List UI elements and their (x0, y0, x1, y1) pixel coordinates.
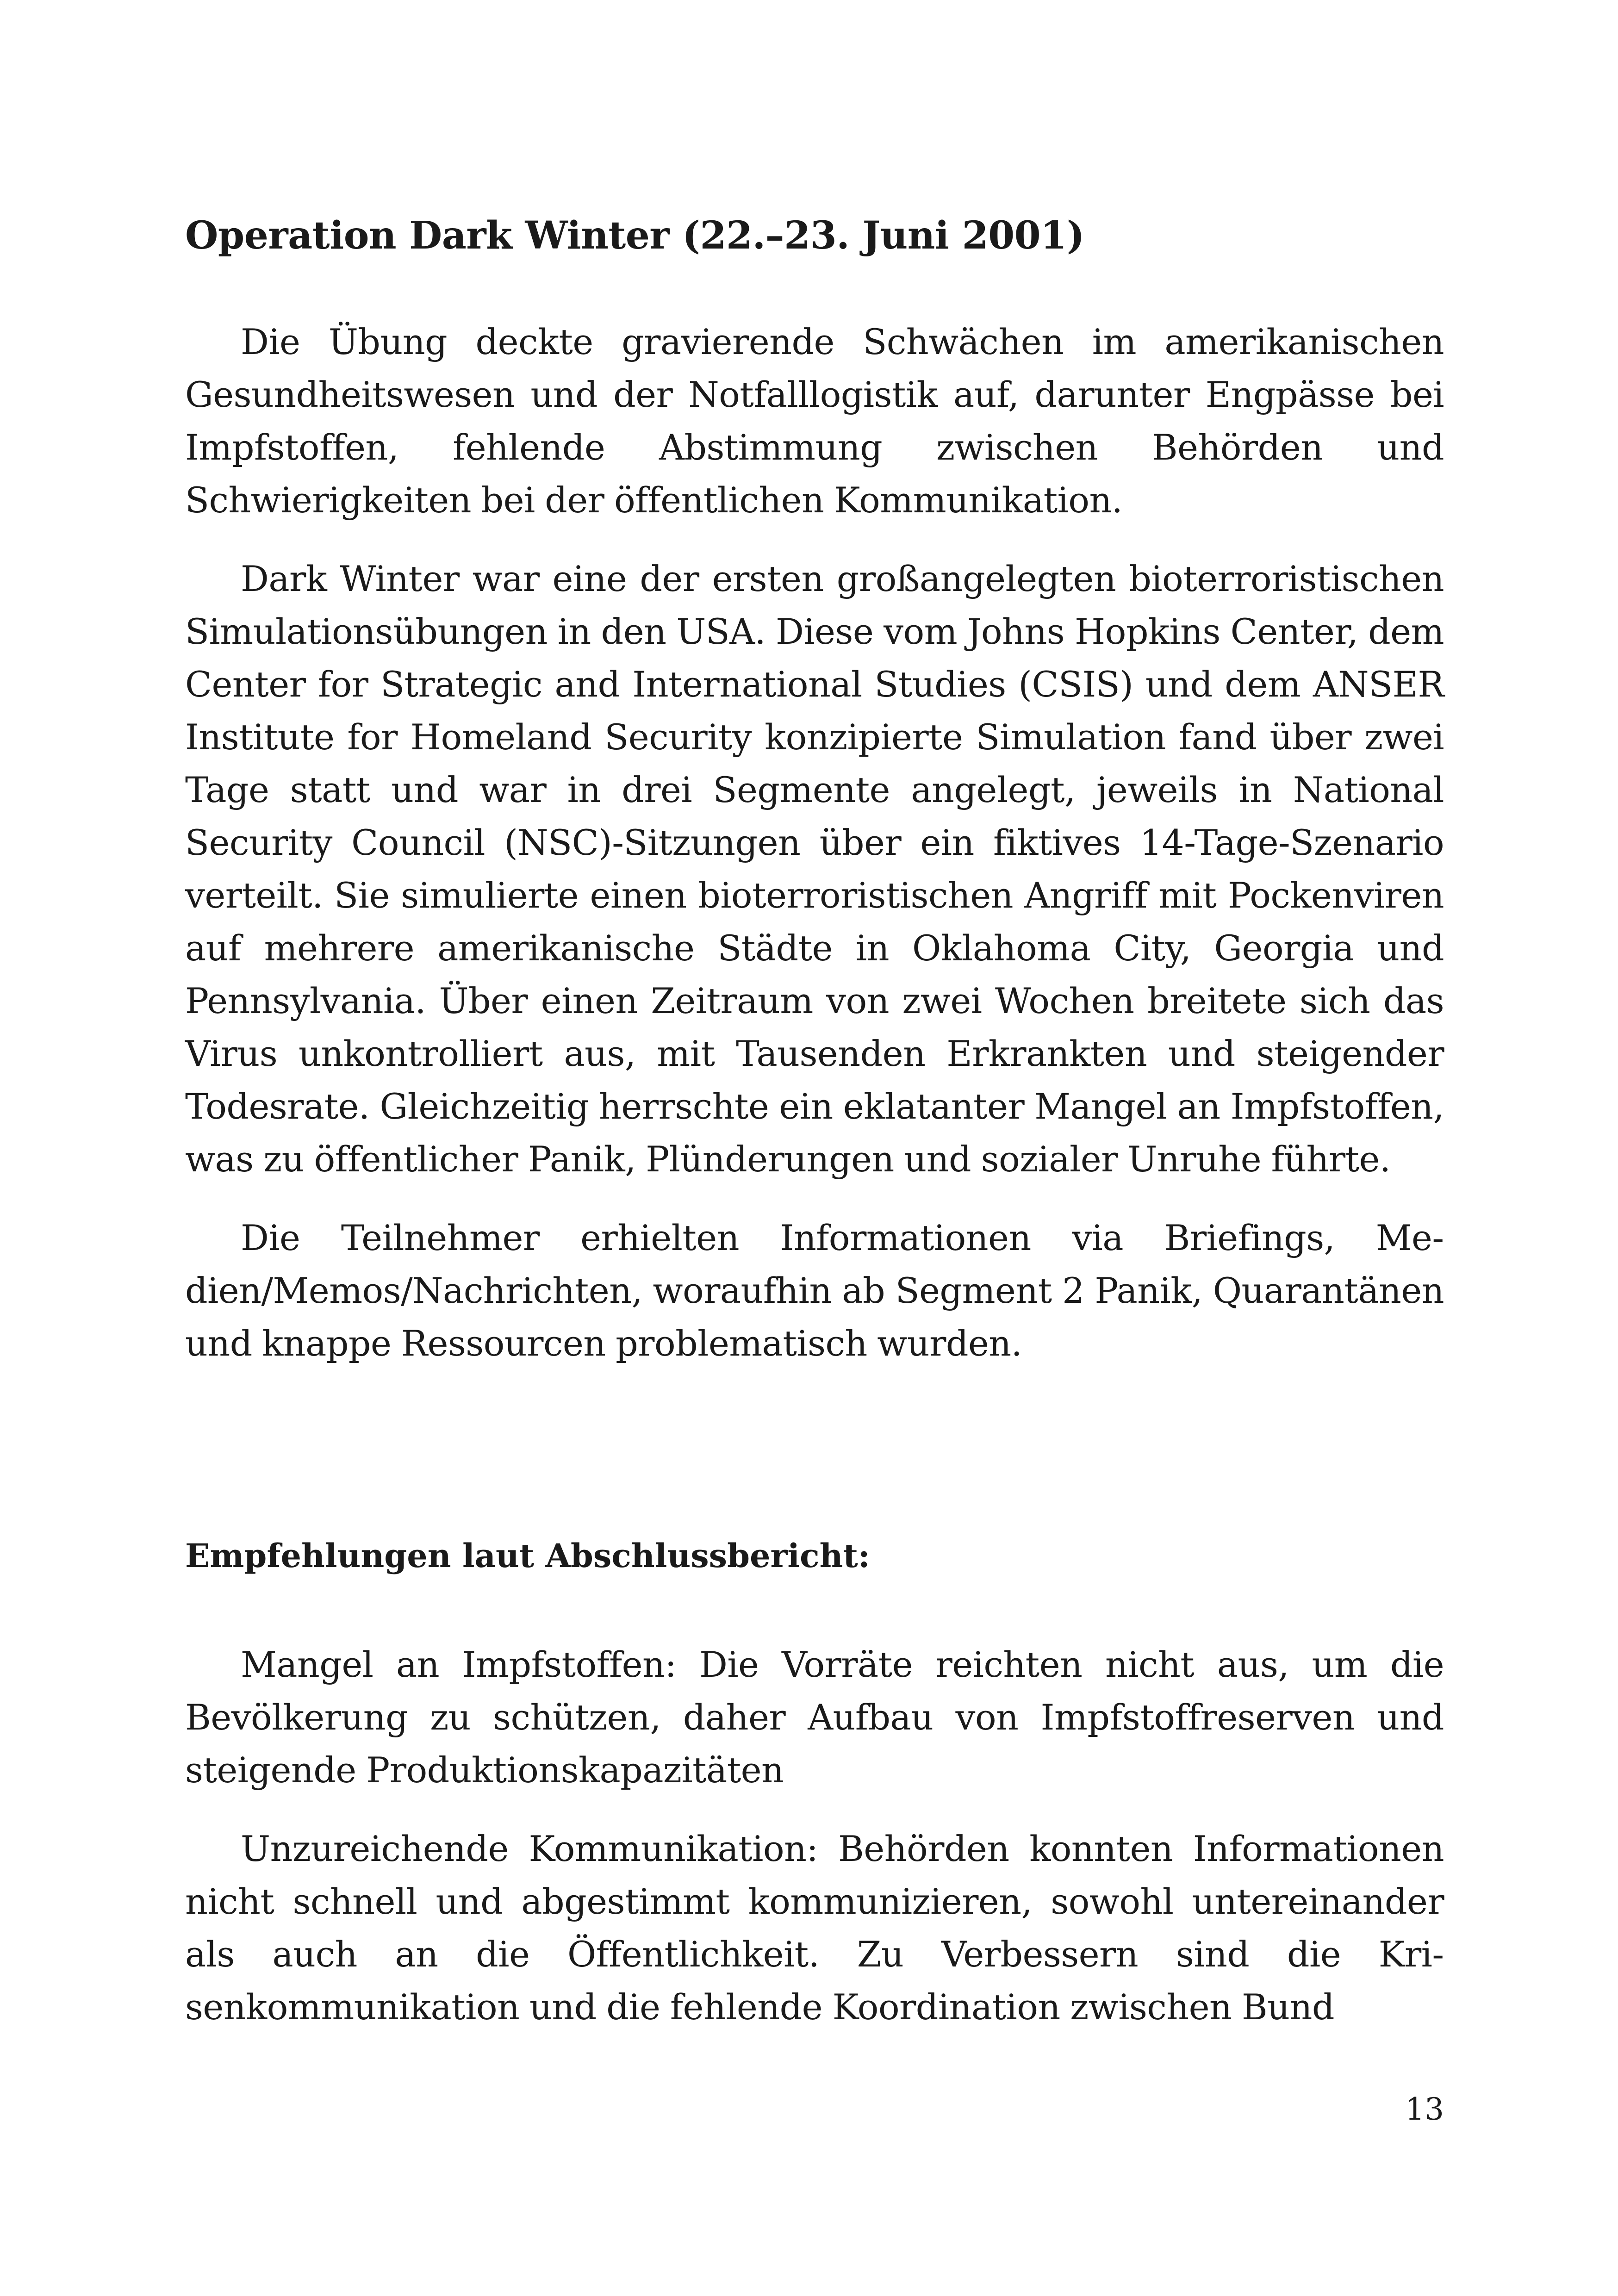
recommendation-vaccines: Mangel an Impfstoffen: Die Vorräte reichten nicht aus, um die Bevölkerung zu schützen, daher Aufbau von Impfstoffreserven und steigende Produktionskapazitäten (185, 1644, 1444, 1791)
paragraph-findings: Die Übung deckte gravierende Schwächen im amerikanischen Gesundheitswesen und der Notfalllogistik auf, darunter Engpässe bei Impfstoffen, fehlende Abstimmung zwischen Behörden und Schwierigkeiten bei der öffentlichen Kommunikation. (185, 321, 1444, 521)
paragraph-participants: Die Teilnehmer erhielten Informationen via Briefings, Medien/Memos/Nachrichten, woraufhin ab Segment 2 Panik, Quarantänen und knappe Ressourcen problematisch wurden. (185, 1217, 1444, 1364)
section-body (185, 316, 1444, 1370)
recommendations-body (185, 1638, 1444, 2034)
recommendation-communication: Unzureichende Kommunikation: Behörden konnten Informationen nicht schnell und abgestimmt kommunizieren, sowohl untereinander als auch an die Öffentlichkeit. Zu Verbessern sind die Krisenkommunikation und die fehlende Koordination zwischen Bund (185, 1828, 1444, 2028)
paragraph-description: Dark Winter war eine der ersten großangelegten bioterroristischen Simulationsübungen in den USA. Diese vom Johns Hopkins Center, dem Center for Strategic and International Studies (CSIS) und dem ANSER Institute for Homeland Security konzipierte Simulation fand über zwei Tage statt und war in drei Segmente angelegt, jeweils in National Security Council (NSC)-Sitzungen über ein fiktives 14-Tage-Szenario verteilt. Sie simulierte einen bioterroristischen Angriff mit Pockenviren auf mehrere amerikanische Städte in Oklahoma City, Georgia und Pennsylvania. Über einen Zeitraum von zwei Wochen breitete sich das Virus unkontrolliert aus, mit Tausenden Erkrankten und steigender Todesrate. Gleichzeitig herrschte ein eklatanter Mangel an Impfstoffen, was zu öffentlicher Panik, Plünderungen und sozialer Unruhe führte. (185, 558, 1444, 1180)
recommendations-heading: Empfehlungen laut Abschlussbericht: (185, 1537, 870, 1575)
page-number: 13 (1405, 2091, 1444, 2127)
section-heading: Operation Dark Winter (22.–23. Juni 2001) (185, 213, 1085, 258)
